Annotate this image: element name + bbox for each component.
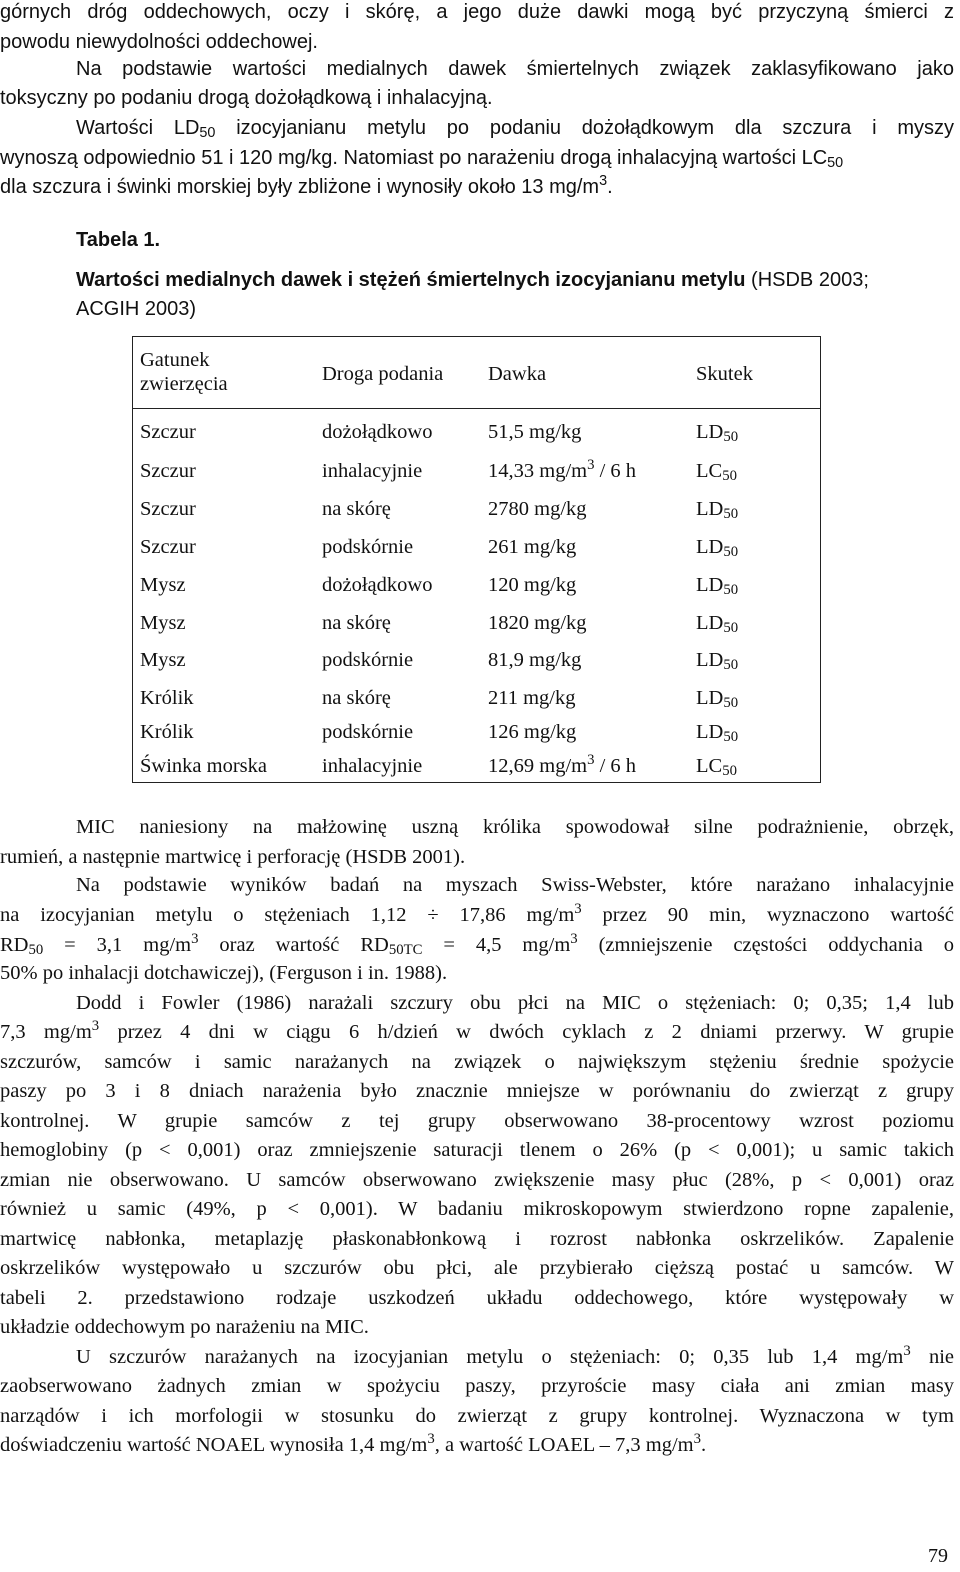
table-label: Tabela 1. — [76, 229, 161, 251]
table-cell-route: dożołądkowo — [322, 574, 433, 596]
text-line: zmian nie obserwowano. U samców obserwowano zwiększenie masy płuc (28%, p < 0,001) oraz — [0, 1169, 954, 1191]
text-line: kontrolnej. W grupie samców z tej grupy obserwowano 38-procentowy wzrost poziomu — [0, 1110, 954, 1132]
text-line: rumień, a następnie martwicę i perforację (HSDB 2001). — [0, 846, 466, 868]
table-cell-species: Szczur — [140, 536, 196, 558]
text-line: narządów i ich morfologii w stosunku do zwierząt z grupy kontrolnej. Wyznaczona w tym — [0, 1405, 954, 1427]
table-cell-effect: $LD_{50}$ — [696, 536, 739, 561]
text-line: toksyczny po podaniu drogą dożołądkową i inhalacyjną. — [0, 87, 493, 109]
table-cell-effect: $LD_{50}$ — [696, 574, 739, 599]
text-line: U szczurów narażanych na izocyjanian metylu o stężeniach: 0; 0,35 lub 1,4 $mg/m^3$ nie — [76, 1342, 955, 1368]
table-cell-dose: 120 mg/kg — [488, 574, 577, 596]
text-line: Dodd i Fowler (1986) narażali szczury obu płci na MIC o stężeniach: 0; 0,35; 1,4 lub — [76, 992, 954, 1014]
table-cell-species: Mysz — [140, 612, 186, 634]
table-cell-dose: 12,69 $mg/m^3 / 6$ h — [488, 751, 637, 777]
text-line: 7,3 $mg/m^3$ przez 4 dni w ciągu 6 h/dzień w dwóch cyklach z 2 dniami przerwy. W grupie — [0, 1017, 954, 1043]
table-cell-dose: 126 mg/kg — [488, 721, 577, 743]
table-cell-dose: 261 mg/kg — [488, 536, 577, 558]
text-line: wynoszą odpowiednio 51 i 120 mg/kg. Natomiast po narażeniu drogą inhalacyjną wartości $LC_{50}$ — [0, 147, 844, 172]
text-line: martwicę nabłonka, metaplazję płaskonabłonkową i rozrost nabłonka oskrzelików. Zapalenie — [0, 1228, 954, 1250]
table-cell-species: Szczur — [140, 498, 196, 520]
table-cell-effect: $LD_{50}$ — [696, 612, 739, 637]
text-line: również u samic (49%, p < 0,001). W badaniu mikroskopowym stwierdzono ropne zapalenie, — [0, 1198, 954, 1220]
table-cell-route: podskórnie — [322, 649, 414, 671]
text-line: szczurów, samców i samic narażanych na związek o największym stężeniu średnie spożycie — [0, 1051, 954, 1073]
table-cell-species: Szczur — [140, 421, 196, 443]
page-number: 79 — [928, 1545, 948, 1567]
table-cell-route: na skórę — [322, 687, 391, 709]
table-cell-dose: 211 mg/kg — [488, 687, 576, 709]
text-line: MIC naniesiony na małżowinę uszną królika spowodował silne podrażnienie, obrzęk, — [76, 816, 954, 838]
table-cell-species: Świnka morska — [140, 755, 267, 777]
text-line: na izocyjanian metylu o stężeniach 1,12 ÷ 17,86 $mg/m^3$ przez 90 min, wyznaczono wartość — [0, 900, 955, 926]
table-cell-species: Królik — [140, 687, 194, 709]
table-cell-species: Mysz — [140, 574, 186, 596]
table-cell-route: inhalacyjnie — [322, 755, 423, 777]
table-cell-route: inhalacyjnie — [322, 460, 423, 482]
table-header-divider — [132, 408, 821, 409]
table-header-route: Droga podania — [322, 363, 444, 385]
table-cell-dose: 2780 mg/kg — [488, 498, 587, 520]
table-cell-route: na skórę — [322, 612, 391, 634]
text-line: powodu niewydolności oddechowej. — [0, 31, 318, 53]
table-cell-effect: $LC_{50}$ — [696, 755, 737, 780]
table-cell-route: podskórnie — [322, 536, 414, 558]
table-header-effect: Skutek — [696, 363, 753, 385]
table-title-line2: ACGIH 2003) — [76, 298, 197, 320]
table-cell-species: Mysz — [140, 649, 186, 671]
table-cell-route: dożołądkowo — [322, 421, 433, 443]
table-cell-effect: $LD_{50}$ — [696, 721, 739, 746]
text-line: Wartości $LD_{50}$ izocyjanianu metylu po podaniu dożołądkowym dla szczura i myszy — [76, 117, 954, 142]
text-line: Na podstawie wartości medialnych dawek śmiertelnych związek zaklasyfikowano jako — [76, 58, 954, 80]
text-line: paszy po 3 i 8 dniach narażenia było znacznie mniejsze w porównaniu do zwierząt z grupy — [0, 1080, 954, 1102]
table-title: Wartości medialnych dawek i stężeń śmiertelnych izocyjanianu metylu (HSDB 2003; — [76, 269, 869, 291]
text-line: hemoglobiny (p < 0,001) oraz zmniejszenie saturacji tlenem o 26% (p < 0,001); u samic takich — [0, 1139, 954, 1161]
table-cell-effect: $LD_{50}$ — [696, 421, 739, 446]
table-cell-dose: 51,5 mg/kg — [488, 421, 582, 443]
text-line: doświadczeniu wartość NOAEL wynosiła 1,4 $mg/m^3$, a wartość LOAEL – 7,3 $mg/m^3$. — [0, 1430, 707, 1456]
text-line: dla szczura i świnki morskiej były zbliżone i wynosiły około 13 $mg/m^3$. — [0, 173, 613, 198]
text-line: tabeli 2. przedstawiono rodzaje uszkodzeń układu oddechowego, które występowały w — [0, 1287, 954, 1309]
text-line: zaobserwowano żadnych zmian w spożyciu paszy, przyroście masy ciała ani zmian masy — [0, 1375, 954, 1397]
table-cell-route: podskórnie — [322, 721, 414, 743]
table-header-species: Gatunek zwierzęcia — [140, 349, 228, 395]
text-line: $RD_{50} = 3,1$ $mg/m^3$ oraz wartość $RD_{50TC} = 4,5$ $mg/m^3$ (zmniejszenie częstości oddychania o — [0, 930, 954, 959]
text-line: układzie oddechowym po narażeniu na MIC. — [0, 1316, 369, 1338]
table-header-dose: Dawka — [488, 363, 547, 385]
table-cell-dose: 1820 mg/kg — [488, 612, 587, 634]
table-cell-dose: 14,33 $mg/m^3 / 6$ h — [488, 456, 637, 482]
table-cell-effect: $LD_{50}$ — [696, 498, 739, 523]
toxicity-table — [132, 336, 821, 783]
text-line: oskrzelików występowało u szczurów obu płci, ale przybierało cięższą postać u samców. W — [0, 1257, 954, 1279]
table-cell-route: na skórę — [322, 498, 391, 520]
text-line: 50% po inhalacji dotchawiczej), (Ferguson i in. 1988). — [0, 962, 448, 984]
text-line: Na podstawie wyników badań na myszach Swiss-Webster, które narażano inhalacyjnie — [76, 874, 954, 896]
table-cell-effect: $LD_{50}$ — [696, 649, 739, 674]
table-cell-effect: $LD_{50}$ — [696, 687, 739, 712]
text-line: górnych dróg oddechowych, oczy i skórę, a jego duże dawki mogą być przyczyną śmierci z — [0, 1, 954, 23]
table-cell-species: Królik — [140, 721, 194, 743]
table-cell-species: Szczur — [140, 460, 196, 482]
table-cell-dose: 81,9 mg/kg — [488, 649, 582, 671]
table-cell-effect: $LC_{50}$ — [696, 460, 737, 485]
